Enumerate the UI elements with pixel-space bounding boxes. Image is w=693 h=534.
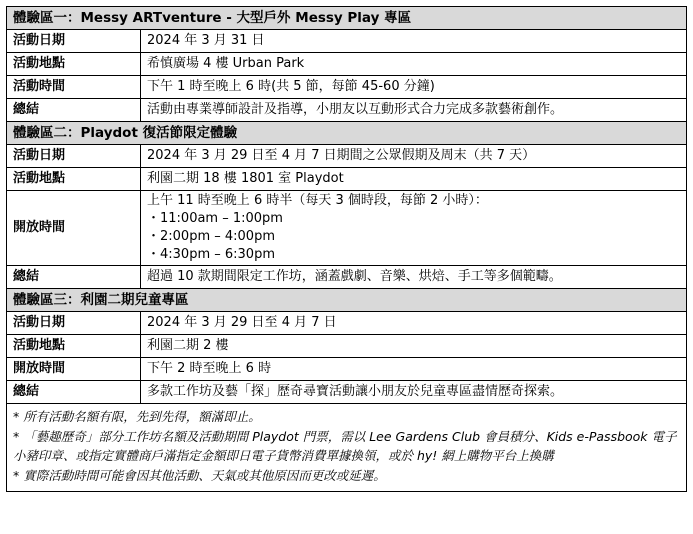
row-label: 活動地點	[7, 53, 141, 76]
row-value: 超過 10 款期間限定工作坊，涵蓋戲劇、音樂、烘焙、手工等多個範疇。	[141, 266, 687, 289]
row-label: 活動地點	[7, 168, 141, 191]
row-label: 活動地點	[7, 335, 141, 358]
zone-2-header	[7, 122, 687, 145]
row-value	[141, 191, 687, 266]
row-value: 下午 1 時至晚上 6 時(共 5 節，每節 45-60 分鐘)	[141, 76, 687, 99]
row-value: 2024 年 3 月 31 日	[141, 30, 687, 53]
row-value: 希慎廣場 4 樓 Urban Park	[141, 53, 687, 76]
event-info-table	[6, 6, 687, 492]
zone-3-summary-row	[7, 381, 687, 404]
row-value: 下午 2 時至晚上 6 時	[141, 358, 687, 381]
zone-2-hours-row	[7, 191, 687, 266]
zone-1-time-row	[7, 76, 687, 99]
zone-3-venue-row	[7, 335, 687, 358]
row-label: 活動日期	[7, 145, 141, 168]
notes-cell	[7, 404, 687, 492]
row-value: 2024 年 3 月 29 日至 4 月 7 日	[141, 312, 687, 335]
row-value: 2024 年 3 月 29 日至 4 月 7 日期間之公眾假期及周末（共 7 天）	[141, 145, 687, 168]
notes-row	[7, 404, 687, 492]
zone-1-venue-row	[7, 53, 687, 76]
note-item: * 所有活動名額有限，先到先得，額滿即止。	[13, 409, 261, 424]
row-label: 開放時間	[7, 191, 141, 266]
time-slot: ・11:00am – 1:00pm	[147, 211, 283, 226]
row-value: 利園二期 18 樓 1801 室 Playdot	[141, 168, 687, 191]
zone-3-header	[7, 289, 687, 312]
time-slot: ・4:30pm – 6:30pm	[147, 247, 275, 262]
row-label: 活動日期	[7, 312, 141, 335]
zone-3-title: 體驗區三：利園二期兒童專區	[7, 289, 687, 312]
row-label: 活動時間	[7, 76, 141, 99]
note-item: * 實際活動時間可能會因其他活動、天氣或其他原因而更改或延遲。	[13, 467, 386, 483]
row-label: 活動日期	[7, 30, 141, 53]
row-label: 總結	[7, 99, 141, 122]
row-label: 總結	[7, 266, 141, 289]
zone-3-date-row	[7, 312, 687, 335]
row-label: 開放時間	[7, 358, 141, 381]
zone-2-venue-row	[7, 168, 687, 191]
row-label: 總結	[7, 381, 141, 404]
time-slot: ・2:00pm – 4:00pm	[147, 229, 275, 244]
zone-3-hours-row	[7, 358, 687, 381]
zone-2-title: 體驗區二：Playdot 復活節限定體驗	[7, 122, 687, 145]
zone-1-header	[7, 7, 687, 30]
row-value: 活動由專業導師設計及指導，小朋友以互動形式合力完成多款藝術創作。	[141, 99, 687, 122]
event-info-table-wrapper	[6, 6, 686, 492]
note-item: * 「藝趣歷奇」部分工作坊名額及活動期間 Playdot 門票，需以 Lee Gardens Club 會員積分、Kids e-Passbook 電子小豬印章、或指定實體商戶滿指定金額即日電子貨幣消費單據換領，或於 hy! 網上購物平台上換購	[13, 428, 677, 463]
zone-1-date-row	[7, 30, 687, 53]
zone-1-summary-row	[7, 99, 687, 122]
zone-1-title: 體驗區一：Messy ARTventure - 大型戶外 Messy Play 專區	[7, 7, 687, 30]
hours-intro: 上午 11 時至晚上 6 時半（每天 3 個時段，每節 2 小時）：	[147, 193, 488, 208]
zone-2-date-row	[7, 145, 687, 168]
row-value: 多款工作坊及藝「探」歷奇尋寶活動讓小朋友於兒童專區盡情歷奇探索。	[141, 381, 687, 404]
zone-2-summary-row	[7, 266, 687, 289]
row-value: 利園二期 2 樓	[141, 335, 687, 358]
